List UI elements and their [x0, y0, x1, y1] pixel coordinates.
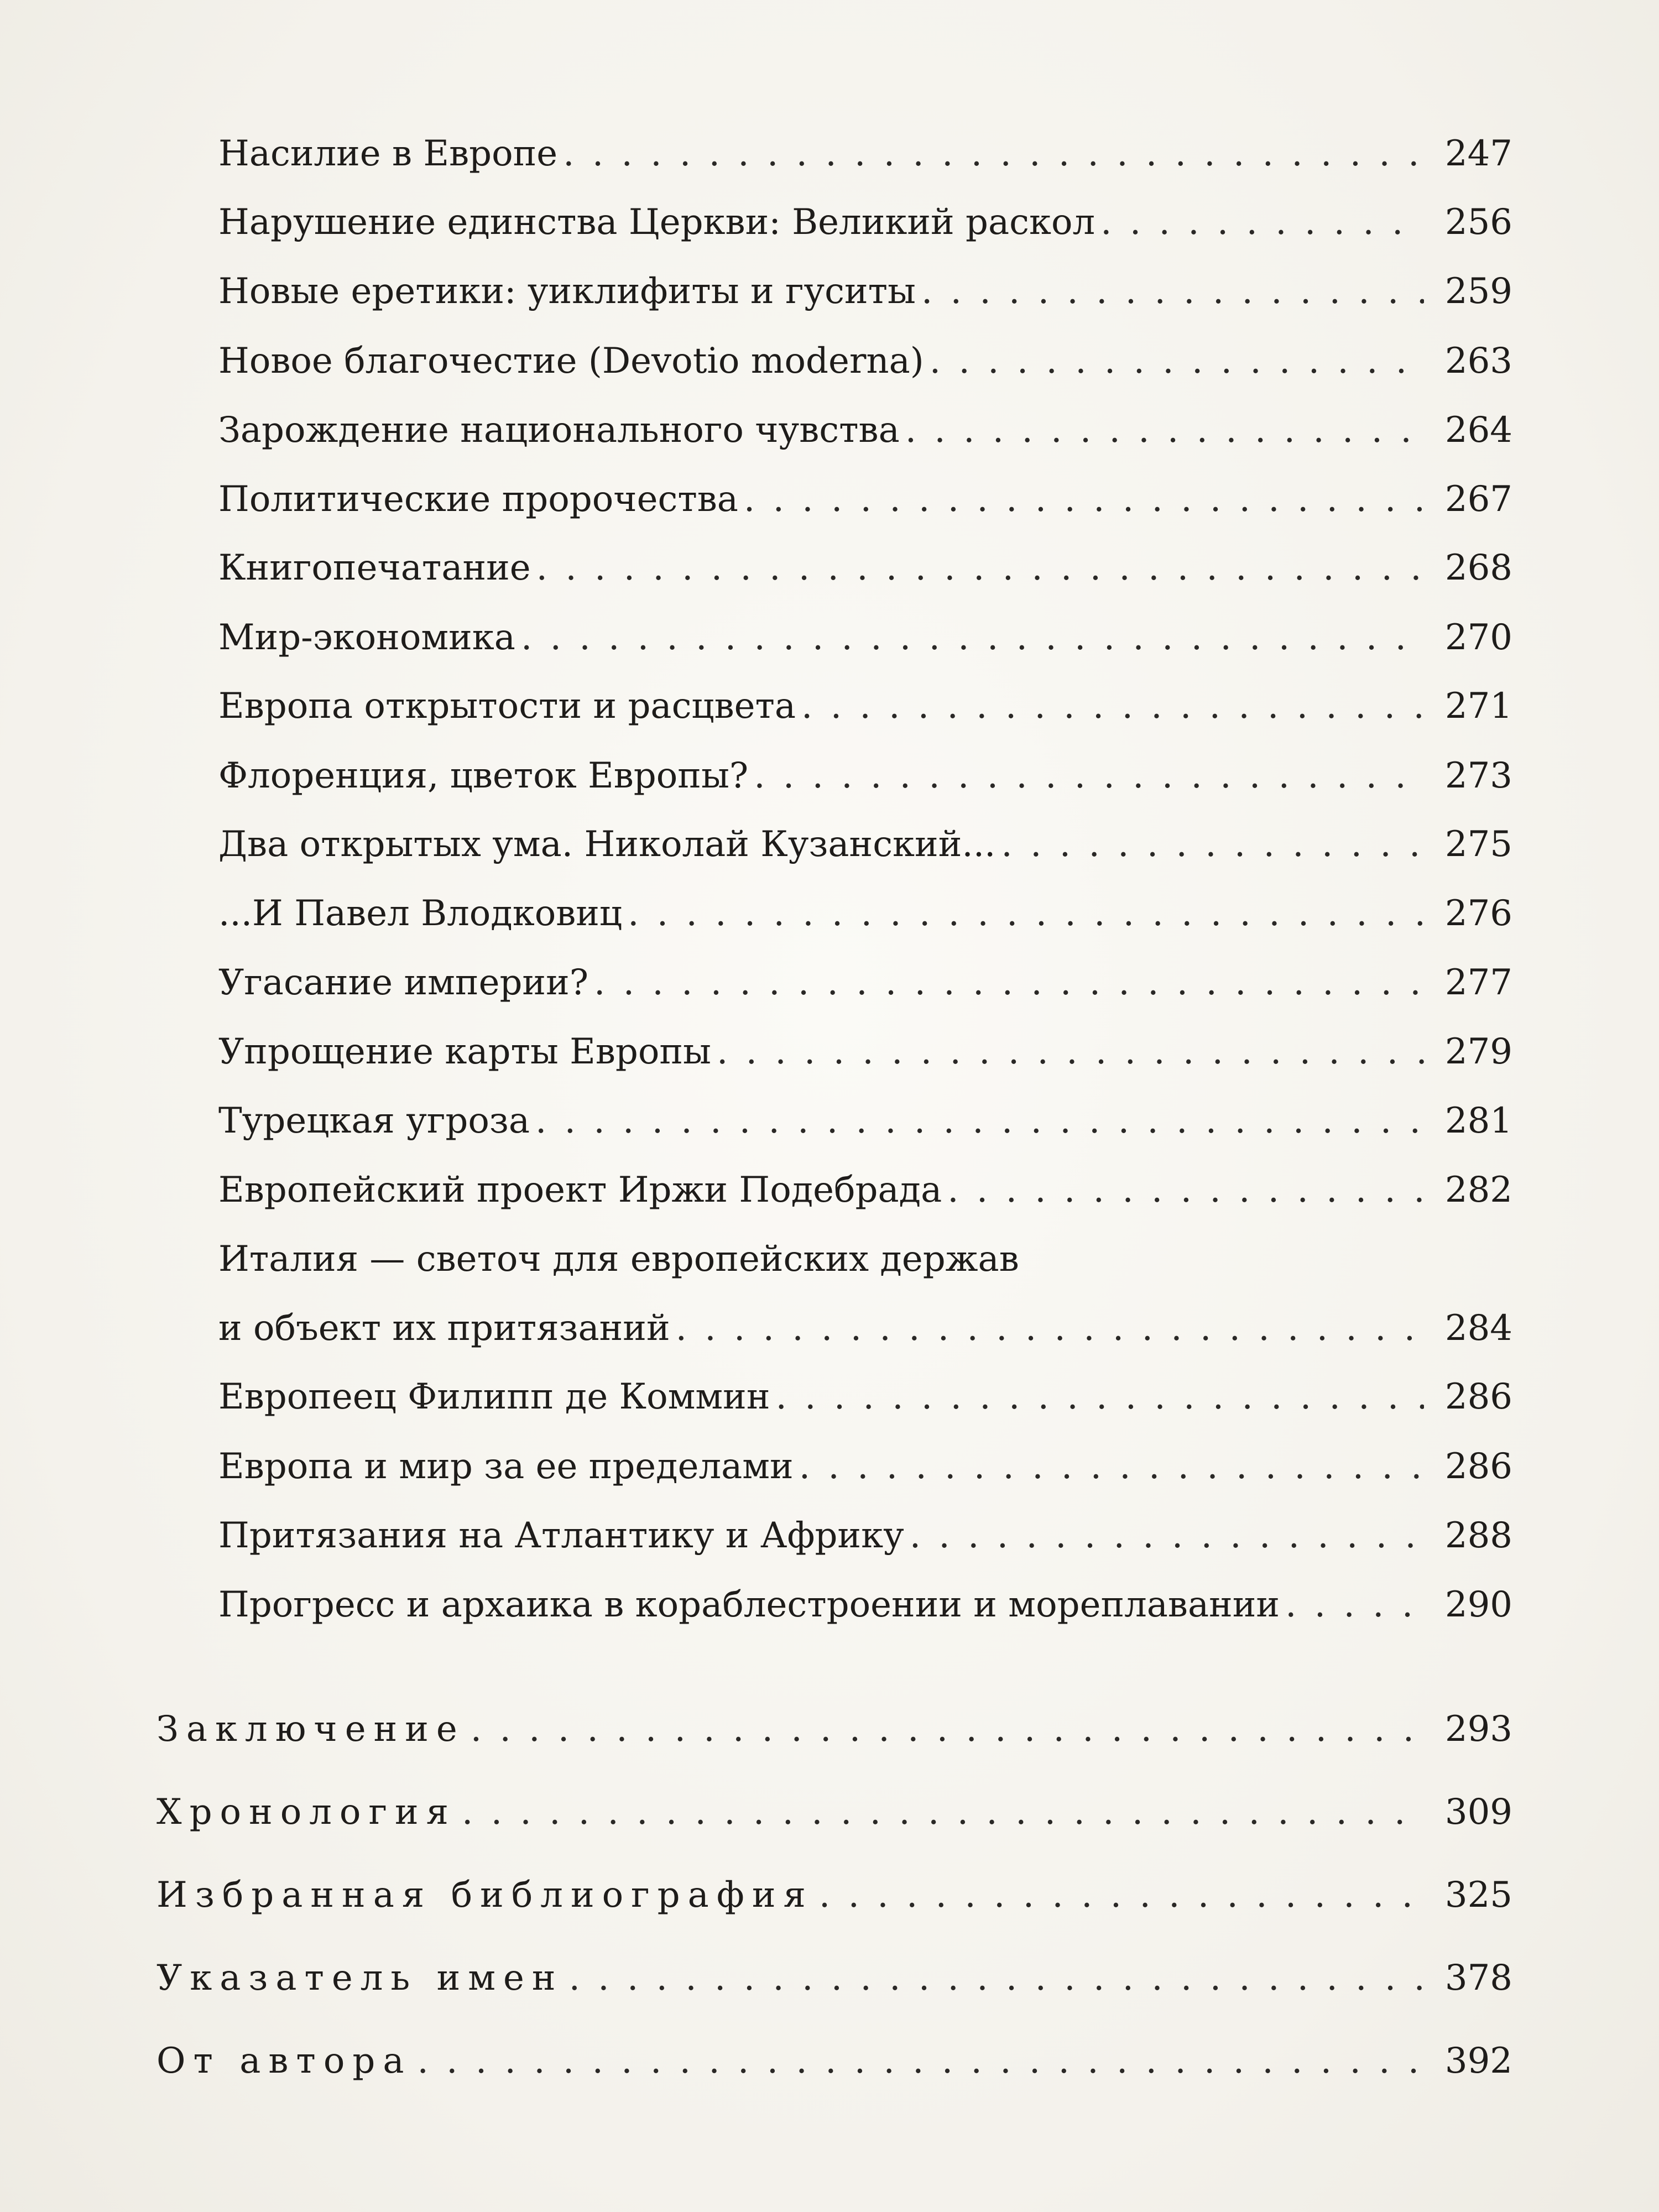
dot-leader — [535, 1091, 1424, 1151]
toc-entry-page: 286 — [1444, 1446, 1512, 1487]
toc-entry-page: 263 — [1444, 341, 1512, 382]
toc-section-title: От автора — [156, 2041, 412, 2081]
dot-leader — [754, 745, 1424, 806]
toc-entry-page: 268 — [1444, 547, 1512, 588]
toc-entry-page: 273 — [1444, 755, 1512, 796]
toc-section — [156, 1948, 1512, 2008]
toc-entry-page: 270 — [1444, 617, 1512, 658]
toc-entry-title: Книгопечатание — [218, 547, 531, 588]
toc-entry-page: 277 — [1444, 962, 1512, 1003]
toc-entry-title: Европеец Филипп де Коммин — [218, 1376, 770, 1417]
toc-entry-title: Зарождение национального чувства — [218, 410, 900, 451]
dot-leader — [676, 1298, 1424, 1359]
toc-entry-title: Мир-экономика — [218, 617, 515, 658]
toc-entry-title: Притязания на Атлантику и Африку — [218, 1515, 904, 1556]
dot-leader — [1100, 192, 1424, 253]
toc-section — [156, 1699, 1512, 1760]
dot-leader — [471, 1699, 1424, 1760]
dot-leader — [775, 1366, 1424, 1427]
toc-section — [156, 1865, 1512, 1926]
dot-leader — [744, 469, 1424, 530]
toc-entry — [218, 1366, 1512, 1427]
dot-leader — [930, 331, 1424, 392]
dot-leader — [801, 676, 1424, 737]
toc-section-page: 378 — [1444, 1958, 1512, 1999]
toc-entry-page: 288 — [1444, 1515, 1512, 1556]
toc-entry-title: Европа открытости и расцвета — [218, 686, 796, 727]
toc-section — [156, 2031, 1512, 2091]
toc-section — [156, 1782, 1512, 1843]
toc-section-page: 293 — [1444, 1709, 1512, 1750]
toc-entry — [218, 469, 1512, 530]
toc-entry — [218, 400, 1512, 461]
toc-entry-title: Насилие в Европе — [218, 133, 558, 174]
toc-entry-title: Европейский проект Иржи Подебрада — [218, 1170, 942, 1211]
dot-leader — [1001, 814, 1424, 875]
toc-entry — [218, 1574, 1512, 1635]
toc-section-page: 325 — [1444, 1875, 1512, 1916]
dot-leader — [921, 261, 1424, 322]
toc-entry — [218, 1021, 1512, 1082]
toc-section-title: Заключение — [156, 1709, 465, 1750]
toc-entry-page: 267 — [1444, 479, 1512, 520]
dot-leader — [462, 1782, 1424, 1843]
toc-entry-page: 256 — [1444, 202, 1512, 243]
dot-leader — [563, 123, 1424, 184]
toc-entry-page: 284 — [1444, 1308, 1512, 1349]
toc-entry-title: и объект их притязаний — [218, 1308, 670, 1349]
toc-entry — [218, 607, 1512, 668]
toc-section-title: Избранная библиография — [156, 1875, 813, 1916]
toc-entry-page: 286 — [1444, 1376, 1512, 1417]
toc-entry-page: 264 — [1444, 410, 1512, 451]
toc-entry-page: 247 — [1444, 133, 1512, 174]
toc-entry-page: 276 — [1444, 893, 1512, 934]
dot-leader — [536, 538, 1424, 598]
toc-entry-page: 282 — [1444, 1170, 1512, 1211]
toc-entry — [218, 1298, 1512, 1359]
toc-entry — [218, 123, 1512, 184]
toc-entry — [218, 1436, 1512, 1497]
dot-leader — [910, 1505, 1424, 1566]
toc-entry-title: Нарушение единства Церкви: Великий раскол — [218, 202, 1095, 243]
toc-entry — [218, 331, 1512, 392]
toc-section-title: Указатель имен — [156, 1958, 564, 1999]
toc-entry — [218, 676, 1512, 737]
toc-entry — [218, 814, 1512, 875]
dot-leader — [947, 1160, 1424, 1220]
dot-leader — [799, 1436, 1424, 1497]
toc-entry — [218, 745, 1512, 806]
toc-entry-title: Италия — светоч для европейских держав — [218, 1239, 1019, 1280]
toc-entry-title: Европа и мир за ее пределами — [218, 1446, 794, 1487]
dot-leader — [628, 883, 1424, 944]
toc-entry-page: 275 — [1444, 824, 1512, 865]
dot-leader — [594, 952, 1424, 1013]
toc-entry-page: 259 — [1444, 271, 1512, 312]
toc-entry — [218, 1229, 1512, 1290]
toc-entry-title: Политические пророчества — [218, 479, 738, 520]
toc-entry — [218, 538, 1512, 598]
toc-entry — [218, 1091, 1512, 1151]
dot-leader — [1285, 1574, 1424, 1635]
dot-leader — [417, 2031, 1424, 2091]
toc-entry-title: Новые еретики: уиклифиты и гуситы — [218, 271, 916, 312]
dot-leader — [819, 1865, 1424, 1926]
dot-leader — [569, 1948, 1424, 2008]
toc-entry — [218, 952, 1512, 1013]
toc-entry-page: 279 — [1444, 1031, 1512, 1072]
dot-leader — [521, 607, 1424, 668]
toc-entry — [218, 1160, 1512, 1220]
toc-section-page: 309 — [1444, 1792, 1512, 1833]
toc-section-page: 392 — [1444, 2041, 1512, 2081]
dot-leader — [905, 400, 1424, 461]
toc-entry — [218, 192, 1512, 253]
toc-entry-title: Флоренция, цветок Европы? — [218, 755, 749, 796]
toc-entry — [218, 883, 1512, 944]
toc-entry-title: Упрощение карты Европы — [218, 1031, 711, 1072]
toc-entry-title: Угасание империи? — [218, 962, 589, 1003]
toc-entry-page: 290 — [1444, 1584, 1512, 1625]
toc-entry-title: Турецкая угроза — [218, 1100, 530, 1141]
toc-entry — [218, 261, 1512, 322]
toc-entry-page: 281 — [1444, 1100, 1512, 1141]
dot-leader — [717, 1021, 1424, 1082]
toc-section-title: Хронология — [156, 1792, 456, 1833]
toc-entry — [218, 1505, 1512, 1566]
toc-entry-title: ...И Павел Влодковиц — [218, 893, 623, 934]
toc-entry-page: 271 — [1444, 686, 1512, 727]
toc-entry-title: Новое благочестие (Devotio moderna) — [218, 341, 924, 382]
toc-entry-title: Прогресс и архаика в кораблестроении и мореплавании — [218, 1584, 1280, 1625]
toc-entry-title: Два открытых ума. Николай Кузанский... — [218, 824, 996, 865]
